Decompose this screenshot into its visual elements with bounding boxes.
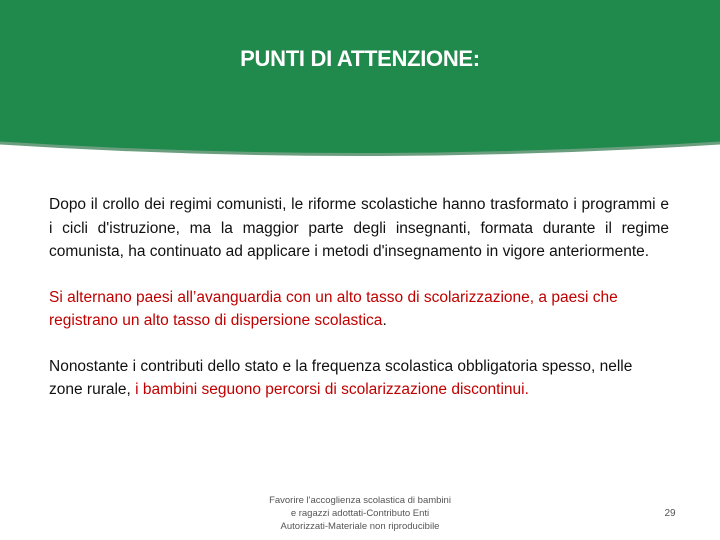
paragraph-1: Dopo il crollo dei regimi comunisti, le riforme scolastiche hanno trasformato i programmi e i cicli d'istruzione, ma la maggior parte degli insegnanti, formata durante il regime comunista, ha continuato ad applicare i metodi d'insegnamento in vigore anteriormente. <box>49 196 669 260</box>
paragraph-2-highlight: Si alternano paesi all’avanguardia con un alto tasso di scolarizzazione, a paesi che registrano un alto tasso di dispersione scolastica <box>49 288 618 329</box>
paragraph-3-text: Nonostante i contributi dello stato e la frequenza scolastica obbligatoria spesso, nelle zone rurale, <box>49 357 633 398</box>
footer-note <box>250 494 470 533</box>
title-banner <box>0 0 720 160</box>
paragraph-2-end: . <box>382 312 387 329</box>
slide-body <box>49 193 669 402</box>
footer-line-3: Autorizzati-Materiale non riproducibile <box>280 521 440 532</box>
paragraph-3 <box>49 355 669 402</box>
footer-line-2: e ragazzi adottati-Contributo Enti <box>290 508 430 519</box>
page-number: 29 <box>664 508 676 519</box>
footer-line-1: Favorire l'accoglienza scolastica di bambini <box>269 495 451 506</box>
banner-shape <box>0 0 720 160</box>
paragraph-3-highlight: i bambini seguono percorsi di scolarizzazione discontinui. <box>135 381 529 398</box>
paragraph-2 <box>49 286 669 333</box>
slide-title: PUNTI DI ATTENZIONE: <box>240 46 480 71</box>
